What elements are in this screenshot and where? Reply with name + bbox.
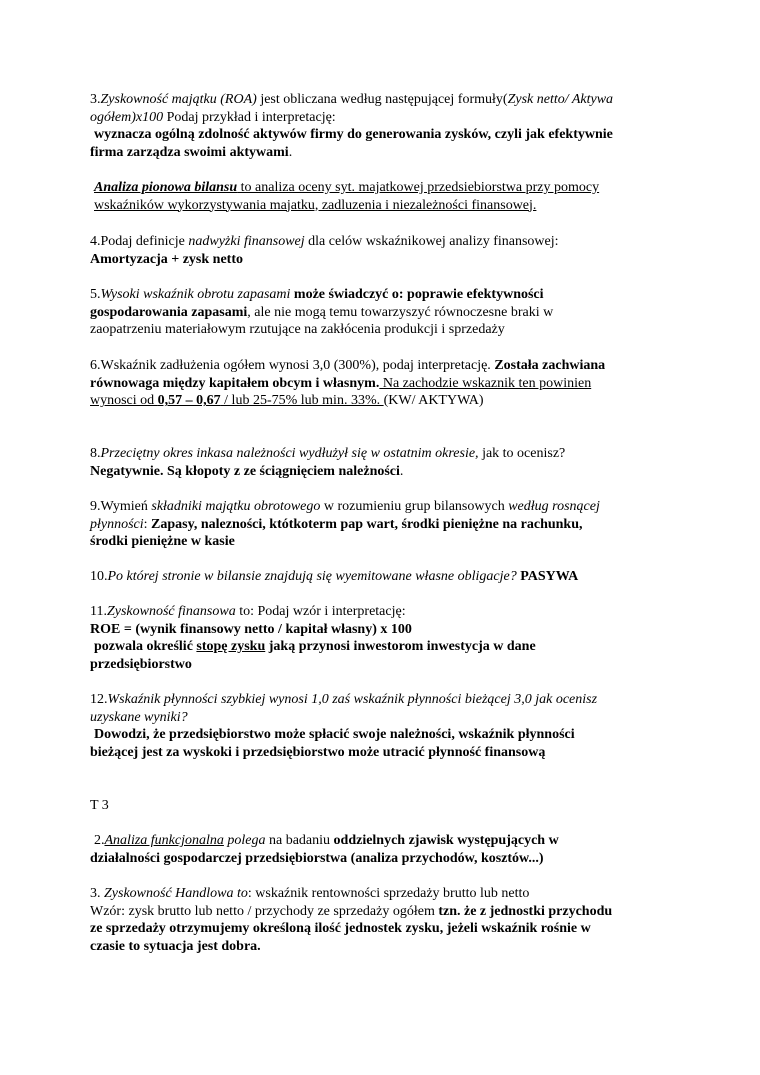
- note-text: wynosci od: [90, 393, 158, 409]
- question-text: Wymień: [100, 499, 152, 514]
- question-text: jak to ocenisz?: [478, 446, 566, 461]
- question-text: Przeciętny okres inkasa należności wydłużył się w ostatnim okresie,: [100, 446, 479, 461]
- answer-line: Dowodzi, że przedsiębiorstwo może spłacić swoje należności, wskaźnik płynności: [94, 727, 575, 743]
- question-number: 5.: [90, 287, 101, 302]
- note-text: to analiza oceny syt. majatkowej przedsiebiorstwa przy pomocy: [237, 180, 600, 195]
- formula: ogółem)x100: [90, 109, 164, 125]
- answer-text: Negatywnie. Są kłopoty z ze ściągnięciem należności: [90, 463, 400, 479]
- answer-line: zaopatrzeniu materiałowym rzutujące na zakłócenia produkcji i sprzedaży: [90, 322, 505, 338]
- question-11-line-1: [90, 603, 690, 621]
- question-6-line-1: [90, 357, 690, 375]
- answer-text: PASYWA: [516, 569, 579, 584]
- formula: Zysk netto/ Aktywa: [507, 92, 614, 107]
- section-title: T 3: [90, 798, 109, 813]
- term: Zyskowność majątku (ROA): [100, 92, 257, 107]
- answer-text: oddzielnych zjawisk występujących w: [333, 833, 559, 848]
- punctuation: :: [143, 516, 152, 532]
- term: Zyskowność finansowa: [106, 604, 236, 619]
- question-8-line-1: [90, 445, 690, 463]
- answer-line: środki pieniężne w kasie: [90, 534, 235, 550]
- question-4: [90, 233, 690, 268]
- question-9-line-1: [90, 498, 690, 516]
- answer-text: równowaga między kapitałem obcym i własnym.: [90, 375, 380, 391]
- question-9-line-2: [90, 516, 690, 534]
- question-number: 9.: [90, 499, 101, 514]
- question-10-line-1: [90, 568, 690, 586]
- term: Analiza pionowa bilansu: [94, 180, 238, 195]
- ratio-range: 0,57 – 0,67: [157, 393, 221, 409]
- answer-text: Zapasy, nalezności, któtkoterm pap wart, środki pieniężne na rachunku,: [151, 516, 583, 532]
- note-line-1: [90, 179, 690, 197]
- answer-line: [90, 144, 690, 162]
- answer-line: działalności gospodarczej przedsiębiorstwa (analiza przychodów, kosztów...): [90, 850, 544, 866]
- question-text: Podaj definicje: [100, 234, 189, 249]
- question-text: : wskaźnik rentowności sprzedaży brutto lub netto: [247, 886, 530, 901]
- question-text: 6.Wskaźnik zadłużenia ogółem wynosi 3,0 (300%), podaj interpretację.: [90, 358, 495, 373]
- question-3-line-1: [90, 91, 690, 109]
- question-9: [90, 498, 690, 551]
- vertical-analysis-note: [90, 179, 690, 214]
- t3-question-2: [90, 832, 690, 867]
- formula-text: Wzór: zysk brutto lub netto / przychody ze sprzedaży ogółem: [90, 903, 439, 919]
- question-text: Wskaźnik płynności szybkiej wynosi 1,0 zaś wskaźnik płynności bieżącej 3,0 jak ocenisz: [107, 692, 598, 707]
- question-4-line-1: [90, 233, 690, 251]
- term: Wysoki wskaźnik obrotu zapasami: [100, 287, 291, 302]
- question-text: polega: [223, 833, 266, 848]
- term: Zyskowność Handlowa to: [104, 886, 248, 901]
- question-text: dla celów wskaźnikowej analizy finansowej:: [304, 234, 559, 249]
- answer-line: przedsiębiorstwo: [90, 656, 192, 672]
- question-number: 3.: [90, 92, 101, 107]
- answer-line: bieżącej jest za wyskoki i przedsiębiorstwo może utracić płynność finansową: [90, 744, 546, 760]
- question-5: [90, 286, 690, 339]
- question-text: to: Podaj wzór i interpretację:: [235, 604, 406, 619]
- question-12: [90, 691, 690, 761]
- answer-text: może świadczyć o: poprawie efektywności: [290, 287, 544, 302]
- question-12-line-1: [90, 691, 690, 709]
- question-text: na badaniu: [265, 833, 334, 848]
- question-6-line-3: [90, 392, 690, 410]
- answer-text: , ale nie mogą temu towarzyszyć równoczesne braki w: [247, 304, 554, 320]
- question-10: [90, 568, 690, 586]
- term: składniki majątku obrotowego: [151, 499, 321, 514]
- question-6-line-2: [90, 375, 690, 393]
- answer-line: [90, 638, 690, 656]
- question-5-line-1: [90, 286, 690, 304]
- answer-line: czasie to sytuacja jest dobra.: [90, 938, 261, 954]
- question-6: [90, 357, 690, 410]
- t3-question-2-line-1: [90, 832, 690, 850]
- question-number: 10.: [90, 569, 108, 584]
- question-text: Podaj przykład i interpretację:: [163, 109, 336, 125]
- term: nadwyżki finansowej: [188, 234, 305, 249]
- answer-line: ze sprzedaży otrzymujemy określoną ilość jednostek zysku, jeżeli wskaźnik rośnie w: [90, 921, 591, 937]
- question-number: 8.: [90, 446, 101, 461]
- answer-text: stopę zysku: [196, 639, 266, 655]
- question-number: 11.: [90, 604, 107, 619]
- answer-text: firma zarządza swoimi aktywami: [90, 144, 289, 160]
- answer-text: jaką przynosi inwestorom inwestycja w dane: [265, 639, 536, 655]
- question-number: 3.: [90, 886, 104, 901]
- answer-text: pozwala określić: [94, 639, 197, 655]
- answer-line: wyznacza ogólną zdolność aktywów firmy do generowania zysków, czyli jak efektywnie: [94, 127, 613, 143]
- answer-text: tzn. że z jednostki przychodu: [438, 903, 613, 919]
- question-line: uzyskane wyniki?: [90, 709, 188, 725]
- answer-text: Została zachwiana: [494, 358, 606, 373]
- question-number: 2.: [94, 833, 105, 848]
- question-3: [90, 91, 690, 161]
- question-text: w rozumieniu grup bilansowych: [320, 499, 509, 514]
- answer-line: Amortyzacja + zysk netto: [90, 251, 243, 267]
- note-text: (KW/ AKTYWA): [383, 393, 484, 409]
- question-number: 4.: [90, 234, 101, 249]
- note-line-2: wskaźników wykorzystywania majatku, zadluzenia i niezależności finansowej.: [94, 197, 537, 213]
- question-number: 12.: [90, 692, 108, 707]
- question-3-line-2: [90, 109, 690, 127]
- term: według rosnącej: [508, 499, 600, 514]
- term: płynności: [90, 516, 144, 532]
- question-text: jest obliczana według następującej formuły(: [256, 92, 508, 107]
- t3-question-3-line-1: [90, 885, 690, 903]
- note-text: Na zachodzie wskaznik ten powinien: [379, 375, 592, 391]
- question-5-line-2: [90, 304, 690, 322]
- punctuation: .: [288, 144, 293, 160]
- question-text: Po której stronie w bilansie znajdują się wyemitowane własne obligacje?: [107, 569, 517, 584]
- answer-text: gospodarowania zapasami: [90, 304, 248, 320]
- t3-question-3-line-2: [90, 903, 690, 921]
- question-8: [90, 445, 690, 480]
- formula-line: ROE = (wynik finansowy netto / kapitał własny) x 100: [90, 621, 412, 637]
- punctuation: .: [399, 463, 404, 479]
- note-text: / lub 25-75% lub min. 33%.: [220, 393, 384, 409]
- t3-question-3: [90, 885, 690, 955]
- question-11: [90, 603, 690, 673]
- term: Analiza funkcjonalna: [104, 833, 224, 848]
- section-heading: [90, 797, 690, 815]
- answer-line: [90, 463, 690, 481]
